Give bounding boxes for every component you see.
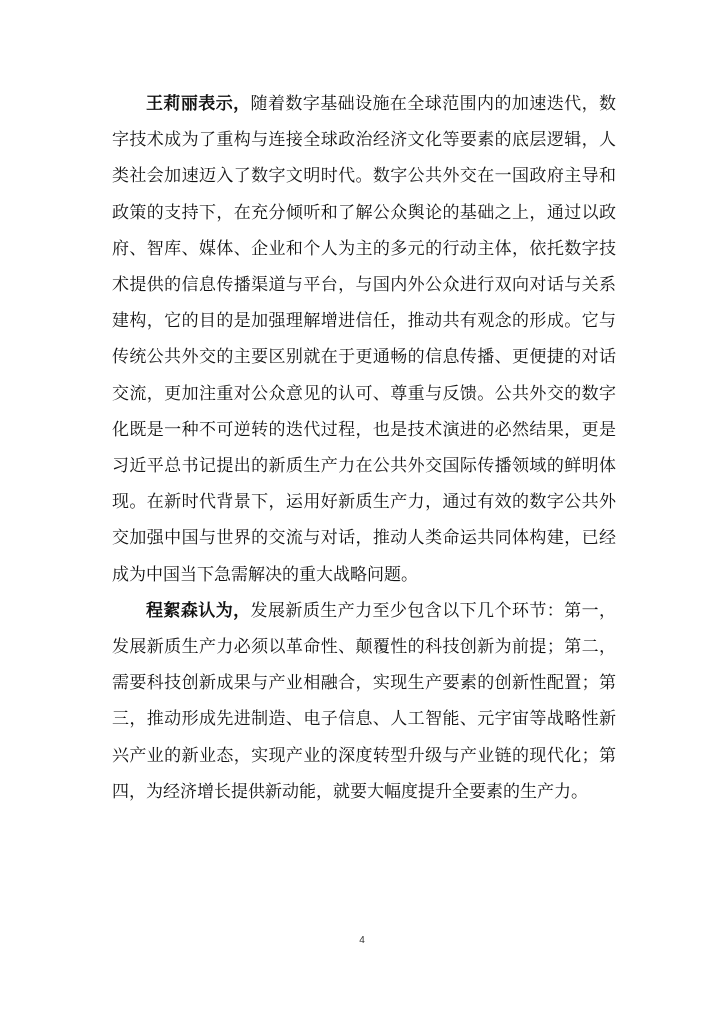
speaker-name: 程絮森认为， — [146, 600, 251, 621]
paragraph-cheng-xusen — [112, 593, 616, 810]
document-body — [112, 86, 616, 810]
paragraph-text: 发展新质生产力至少包含以下几个环节：第一，发展新质生产力必须以革命性、颠覆性的科技创新为前提；第二，需要科技创新成果与产业相融合，实现生产要素的创新性配置；第三，推动形成先进制造、电子信息、人工智能、元宇宙等战略性新兴产业的新业态，实现产业的深度转型升级与产业链的现代化；第四，为经济增长提供新动能，就要大幅度提升全要素的生产力。 — [112, 600, 617, 802]
paragraph-wang-lili — [112, 86, 616, 593]
page-number: 4 — [359, 935, 365, 946]
paragraph-text: 随着数字基础设施在全球范围内的加速迭代，数字技术成为了重构与连接全球政治经济文化等要素的底层逻辑，人类社会加速迈入了数字文明时代。数字公共外交在一国政府主导和政策的支持下，在充分倾听和了解公众舆论的基础之上，通过以政府、智库、媒体、企业和个人为主的多元的行动主体，依托数字技术提供的信息传播渠道与平台，与国内外公众进行双向对话与关系建构，它的目的是加强理解增进信任，推动共有观念的形成。它与传统公共外交的主要区别就在于更通畅的信息传播、更便捷的对话交流，更加注重对公众意见的认可、尊重与反馈。公共外交的数字化既是一种不可逆转的迭代过程，也是技术演进的必然结果，更是习近平总书记提出的新质生产力在公共外交国际传播领域的鲜明体现。在新时代背景下，运用好新质生产力，通过有效的数字公共外交加强中国与世界的交流与对话，推动人类命运共同体构建，已经成为中国当下急需解决的重大战略问题。 — [112, 94, 617, 585]
speaker-name: 王莉丽表示， — [146, 94, 251, 114]
